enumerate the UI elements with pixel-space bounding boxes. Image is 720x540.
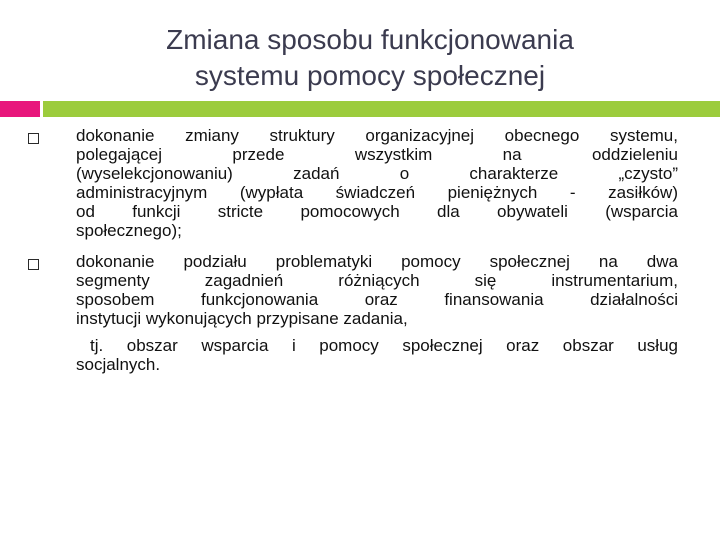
bullet-1-line-5: od funkcji stricte pomocowych dla obywateli (wsparcia — [76, 202, 678, 221]
bullet-2-line-2: segmenty zagadnień różniących się instrumentarium, — [76, 271, 678, 290]
bullet-2-line-3: sposobem funkcjonowania oraz finansowania działalności — [76, 290, 678, 309]
bullet-1-line-4: administracyjnym (wypłata świadczeń pieniężnych - zasiłków) — [76, 183, 678, 202]
bullet-text-2 — [76, 252, 678, 374]
bullet-1-line-2: polegającej przede wszystkim na oddzieleniu — [76, 145, 678, 164]
square-bullet-icon — [28, 259, 39, 270]
bullet-2-line-5: tj. obszar wsparcia i pomocy społecznej oraz obszar usług — [90, 336, 678, 355]
bullet-1-line-6: społecznego); — [76, 221, 182, 240]
bullet-2-line-4: instytucji wykonujących przypisane zadania, — [76, 309, 408, 328]
slide-title-line-1: Zmiana sposobu funkcjonowania — [166, 24, 574, 55]
accent-bar-green — [43, 101, 720, 117]
square-bullet-icon — [28, 133, 39, 144]
bullet-1-line-3: (wyselekcjonowaniu) zadań o charakterze „czysto” — [76, 164, 678, 183]
accent-bar-pink — [0, 101, 40, 117]
slide-title — [80, 22, 660, 94]
bullet-1-line-1: dokonanie zmiany struktury organizacyjnej obecnego systemu, — [76, 126, 678, 145]
bullet-text-1 — [76, 126, 678, 240]
slide-title-line-2: systemu pomocy społecznej — [194, 60, 546, 91]
bullet-2-line-6: socjalnych. — [76, 355, 161, 374]
bullet-2-line-1: dokonanie podziału problematyki pomocy społecznej na dwa — [76, 252, 678, 271]
